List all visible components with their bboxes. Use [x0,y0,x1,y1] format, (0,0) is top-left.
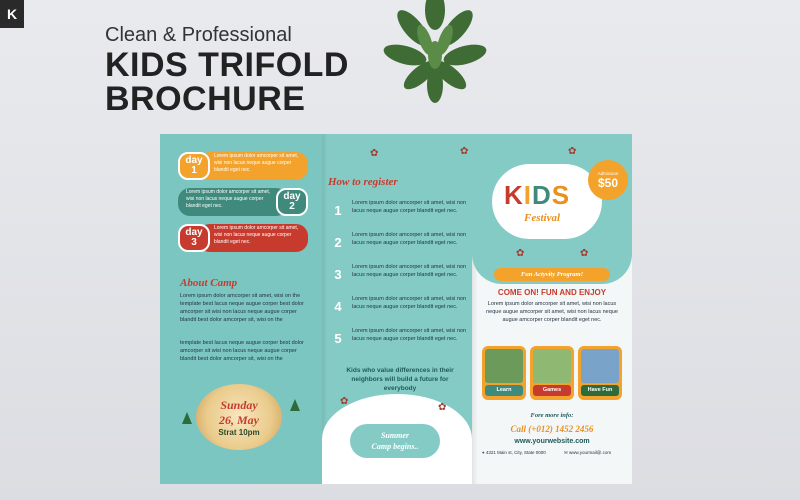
flower-icon: ✿ [568,146,577,157]
flower-icon: ✿ [516,248,525,259]
email-text [564,450,611,456]
kids-letter: S [551,180,571,210]
kids-letter: K [504,180,524,210]
website-url: www.yourwebsite.com [514,438,590,445]
day-text-2: Lorem ipsum dolor amcorper sit amet, wisi non lacus neque augue corper blandit eget nec. [186,189,271,209]
photo-card-games [530,346,574,400]
summer-camp-badge [350,424,440,458]
admission-price: $50 [597,175,619,190]
photo-caption: Games [533,385,571,396]
tree-icon [182,412,192,424]
more-info-label: Fore more info: [530,412,574,419]
photo-image [485,349,523,383]
corner-logo: K [0,0,24,28]
how-to-register-title: How to register [328,176,398,188]
kids-letter: I [523,180,533,210]
about-camp-text-1: Lorem ipsum dolor amcorper sit amet, wisi on the template best lacus neque augue corper best dolor amcorper sit wisi non lacus neque augue corper blandit best dolor amcorper sit, wisi on the [180,293,304,323]
wood-slice-date-badge [196,384,282,450]
photo-card-have-fun [578,346,622,400]
date-time: Strat 10pm [218,427,260,437]
day-pill-3 [178,224,210,252]
summer-line1: Summer [380,431,409,440]
photo-image [533,349,571,383]
day-row-2 [178,188,308,216]
date-month: 26, May [219,412,259,427]
step-text-1: Lorem ipsum dolor amcorper sit amet, wisi non lacus neque augue corper blandit eget nec. [352,200,467,214]
step-number-3: 3 [334,266,342,282]
potted-plant-image [375,0,495,110]
flower-icon: ✿ [340,396,349,407]
day-pill-1 [178,152,210,180]
header-title-line1: KIDS TRIFOLD [105,46,349,84]
tree-icon [290,399,300,411]
day-label: day [185,155,203,166]
email-value: www.yourmail@.com [569,450,612,455]
day-label: day [185,227,203,238]
value-statement: Kids who value differences in their neighbors will build a future for everybody [346,367,454,392]
step-text-4: Lorem ipsum dolor amcorper sit amet, wisi non lacus neque augue corper blandit eget nec. [352,296,467,310]
address-text [482,450,546,455]
step-number-4: 4 [334,298,342,314]
day-pill-2 [276,188,308,216]
brochure-panel-right [472,134,632,484]
address-value: 4321 Main st, City, State 0000 [485,450,546,455]
day-row-1 [178,152,308,180]
come-on-heading: COME ON! FUN AND ENJOY [497,288,607,297]
kids-title [504,180,570,211]
kids-letter: D [532,180,552,210]
day-text-3: Lorem ipsum dolor amcorper sit amet, wisi non lacus neque augue corper blandit eget nec. [214,225,299,245]
admission-badge [588,160,628,200]
location-icon: ⌖ [482,450,485,455]
admission-label: Admission [597,170,619,176]
mail-icon: ✉ [564,450,568,455]
summer-line2: Camp begins.. [371,442,419,451]
day-label: day [283,191,301,202]
brochure-panel-middle [322,134,472,484]
fun-activity-banner: Fun Actyvity Program! [494,268,610,281]
date-day: Sunday [220,397,258,412]
photo-card-learn [482,346,526,400]
step-text-3: Lorem ipsum dolor amcorper sit amet, wisi non lacus neque augue corper blandit eget nec. [352,264,467,278]
step-text-5: Lorem ipsum dolor amcorper sit amet, wisi non lacus neque augue corper blandit eget nec. [352,328,467,342]
day-number: 3 [191,237,197,248]
step-number-1: 1 [334,202,342,218]
day-text-1: Lorem ipsum dolor amcorper sit amet, wisi non lacus neque augue corper blandit eget nec. [214,153,299,173]
phone-number: Call (+012) 1452 2456 [510,424,594,434]
brochure-panel-left [160,134,322,484]
cover-body-text: Lorem ipsum dolor amcorper sit amet, wisi non lacus neque augue amcorper sit amet, wisi non lacus neque augue amcorper corper blandit eget nec. [486,301,618,323]
photo-caption: Learn [485,385,523,396]
step-number-5: 5 [334,330,342,346]
header-title-line2: BROCHURE [105,80,306,118]
festival-title: Festival [524,212,561,224]
day-number: 2 [289,201,295,212]
flower-icon: ✿ [580,248,589,259]
step-number-2: 2 [334,234,342,250]
day-number: 1 [191,165,197,176]
step-text-2: Lorem ipsum dolor amcorper sit amet, wisi non lacus neque augue corper blandit eget nec. [352,232,467,246]
about-camp-title: About Camp [180,277,238,289]
header-subtitle: Clean & Professional [105,24,292,46]
flower-icon: ✿ [460,146,469,157]
about-camp-text-2: template best lacus neque augue corper best dolor amcorper sit wisi non lacus neque augue corper blandit best dolor amcorper sit, wisi on the [180,340,304,362]
photo-image [581,349,619,383]
flower-icon: ✿ [438,402,447,413]
photo-caption: Have Fun [581,385,619,396]
flower-icon: ✿ [370,148,379,159]
day-row-3 [178,224,308,252]
